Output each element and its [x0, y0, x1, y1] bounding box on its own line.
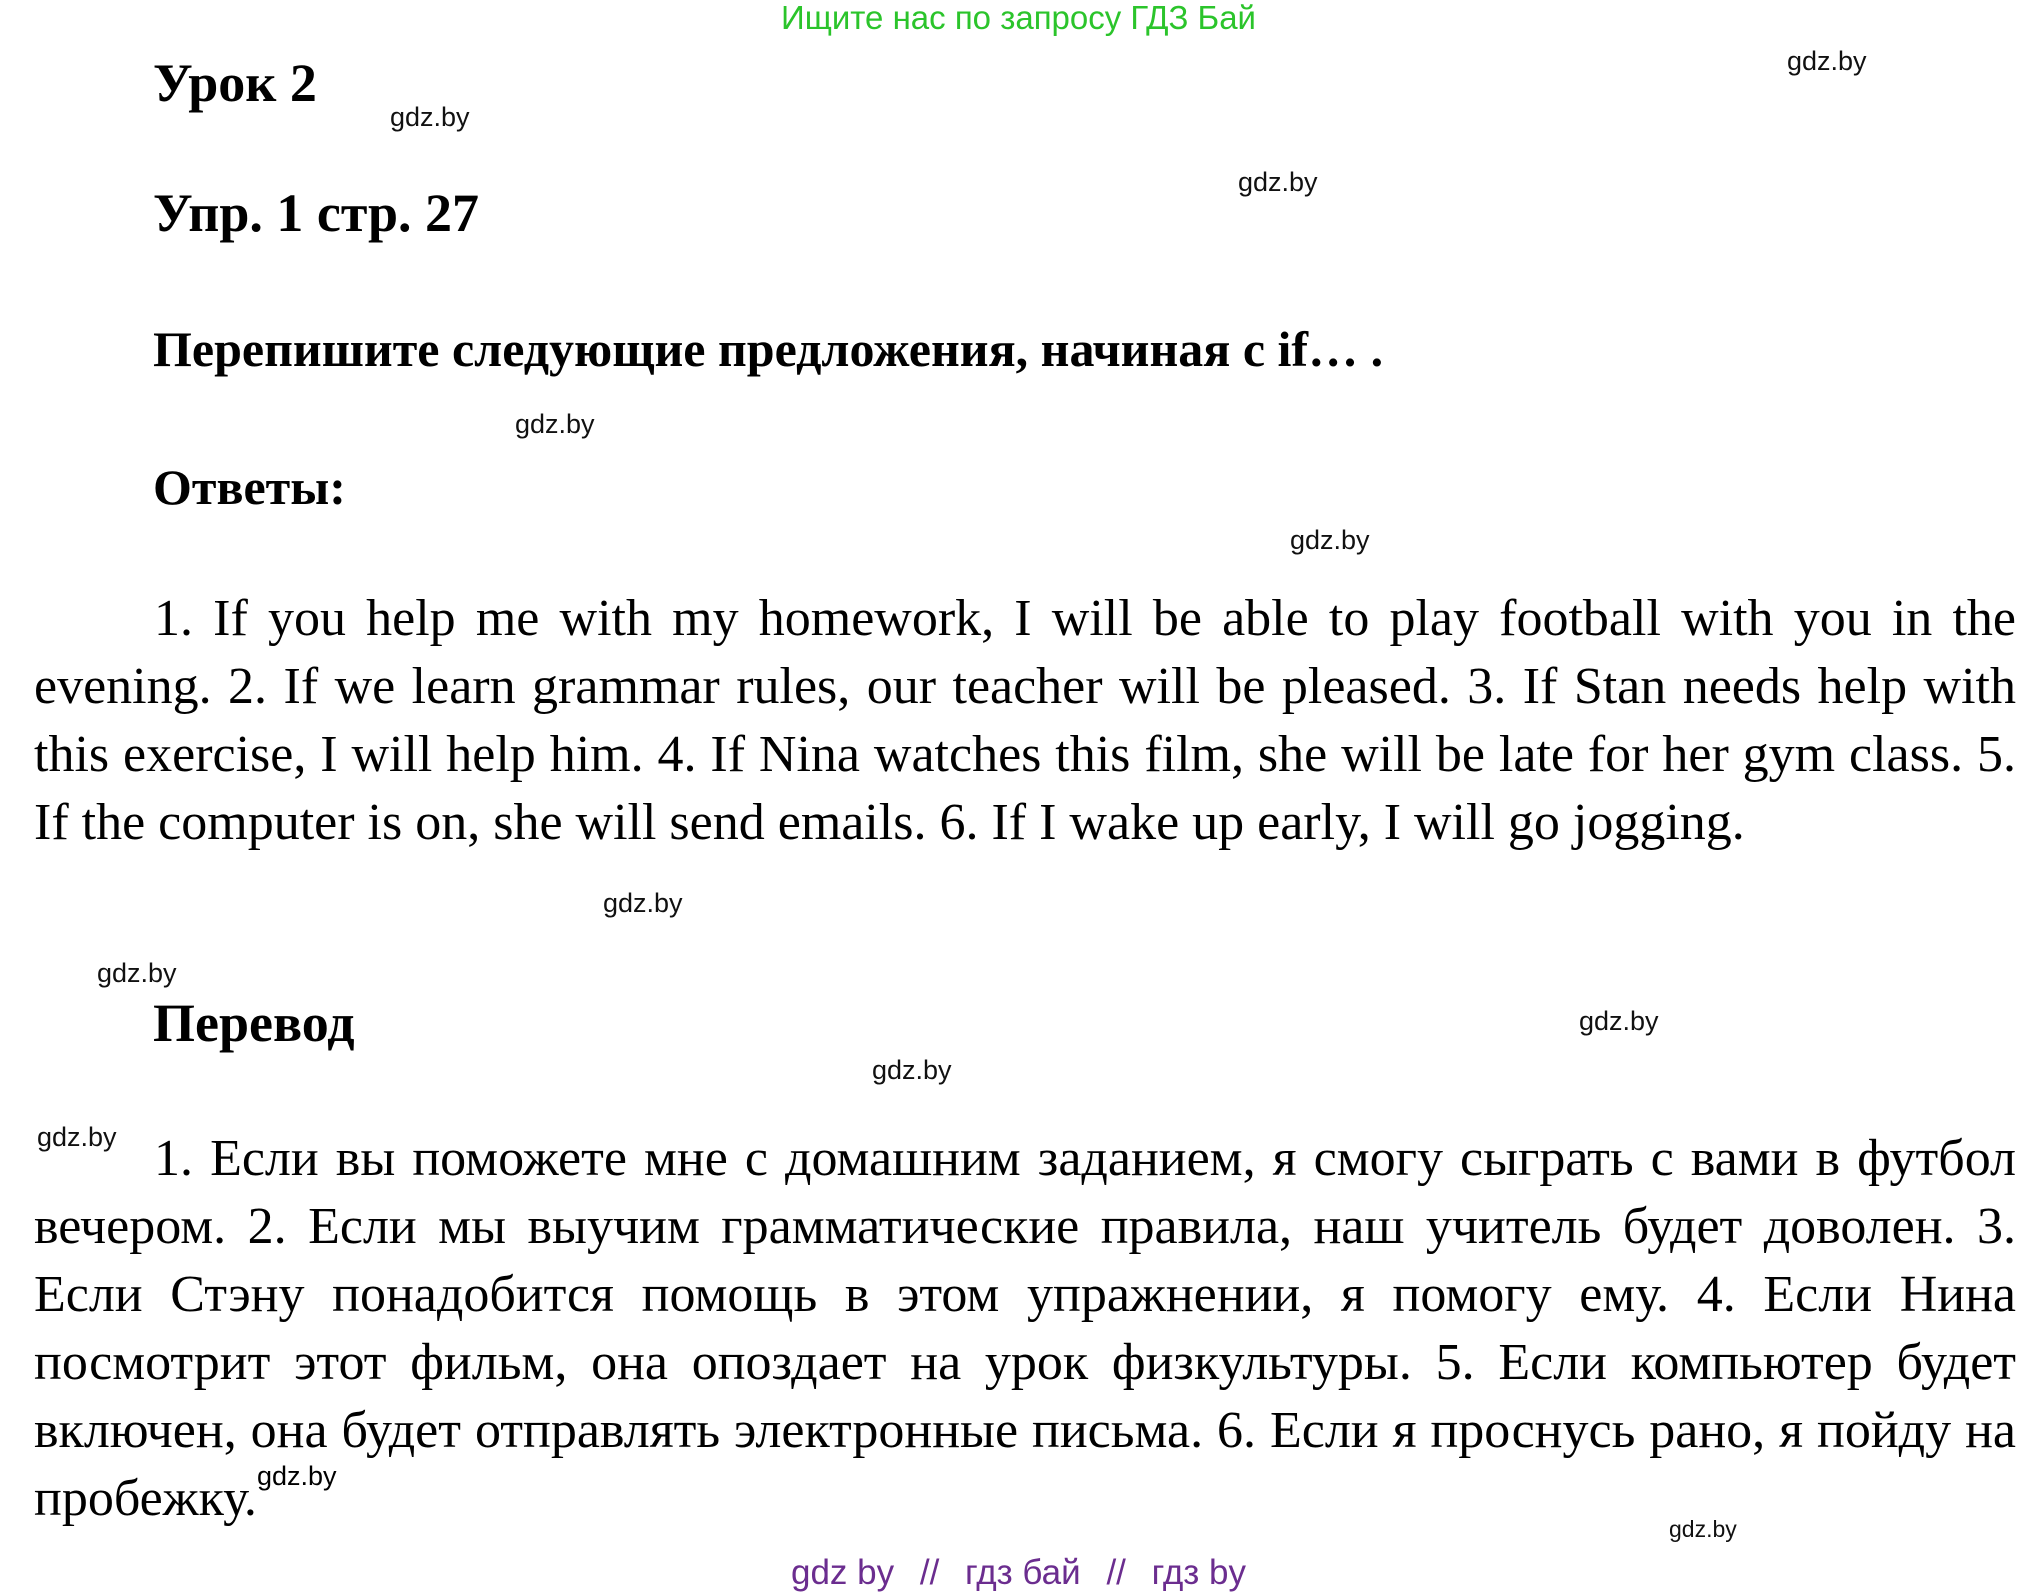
footer [0, 1553, 2037, 1593]
answers-paragraph: 1. If you help me with my homework, I will be able to play football with you in the evening. 2. If we learn grammar rules, our teacher will be pleased. 3. If Stan needs help with this exercise, I will help him. 4. If Nina watches this film, she will be late for her gym class. 5. If the computer is on, she will send emails. 6. If I wake up early, I will go jogging. [34, 590, 2016, 851]
task-instruction: Перепишите следующие предложения, начиная с if… . [153, 321, 1384, 377]
watermark: gdz.by [1290, 525, 1370, 555]
top-banner: Ищите нас по запросу ГДЗ Бай [781, 0, 1256, 36]
watermark: gdz.by [1238, 167, 1318, 197]
translation-heading: Перевод [153, 993, 355, 1053]
watermark: gdz.by [1787, 46, 1867, 76]
watermark: gdz.by [515, 409, 595, 439]
watermark: gdz.by [1669, 1516, 1737, 1542]
translation-text: 1. Если вы поможете мне с домашним заданием, я смогу сыграть с вами в футбол вечером. 2. Если мы выучим грамматические правила, наш учитель будет доволен. 3. Если Стэну понадобится помощь в этом упражнении, я помогу ему. 4. Если Нина посмотрит этот фильм, она опоздает на урок физкультуры. 5. Если компьютер будет включен, она будет отправлять электронные письма. 6. Если я проснусь рано, я пойду на пробежку. [34, 1130, 2016, 1527]
lesson-title: Урок 2 [153, 53, 317, 113]
footer-separator: // [1106, 1553, 1126, 1592]
watermark: gdz.by [37, 1122, 117, 1152]
watermark: gdz.by [97, 958, 177, 988]
footer-link-gdz-bai[interactable]: гдз бай [965, 1553, 1081, 1592]
exercise-title: Упр. 1 стр. 27 [153, 183, 480, 243]
footer-link-gdz-by-cyr[interactable]: гдз by [1151, 1553, 1246, 1592]
watermark: gdz.by [1579, 1006, 1659, 1036]
watermark: gdz.by [256, 1461, 337, 1491]
watermark: gdz.by [390, 102, 470, 132]
watermark: gdz.by [603, 888, 683, 918]
answers-heading: Ответы: [153, 459, 346, 515]
watermark: gdz.by [872, 1055, 952, 1085]
footer-separator: // [919, 1553, 940, 1592]
footer-link-gdz-by[interactable]: gdz by [791, 1553, 895, 1592]
translation-paragraph [34, 1125, 2016, 1533]
